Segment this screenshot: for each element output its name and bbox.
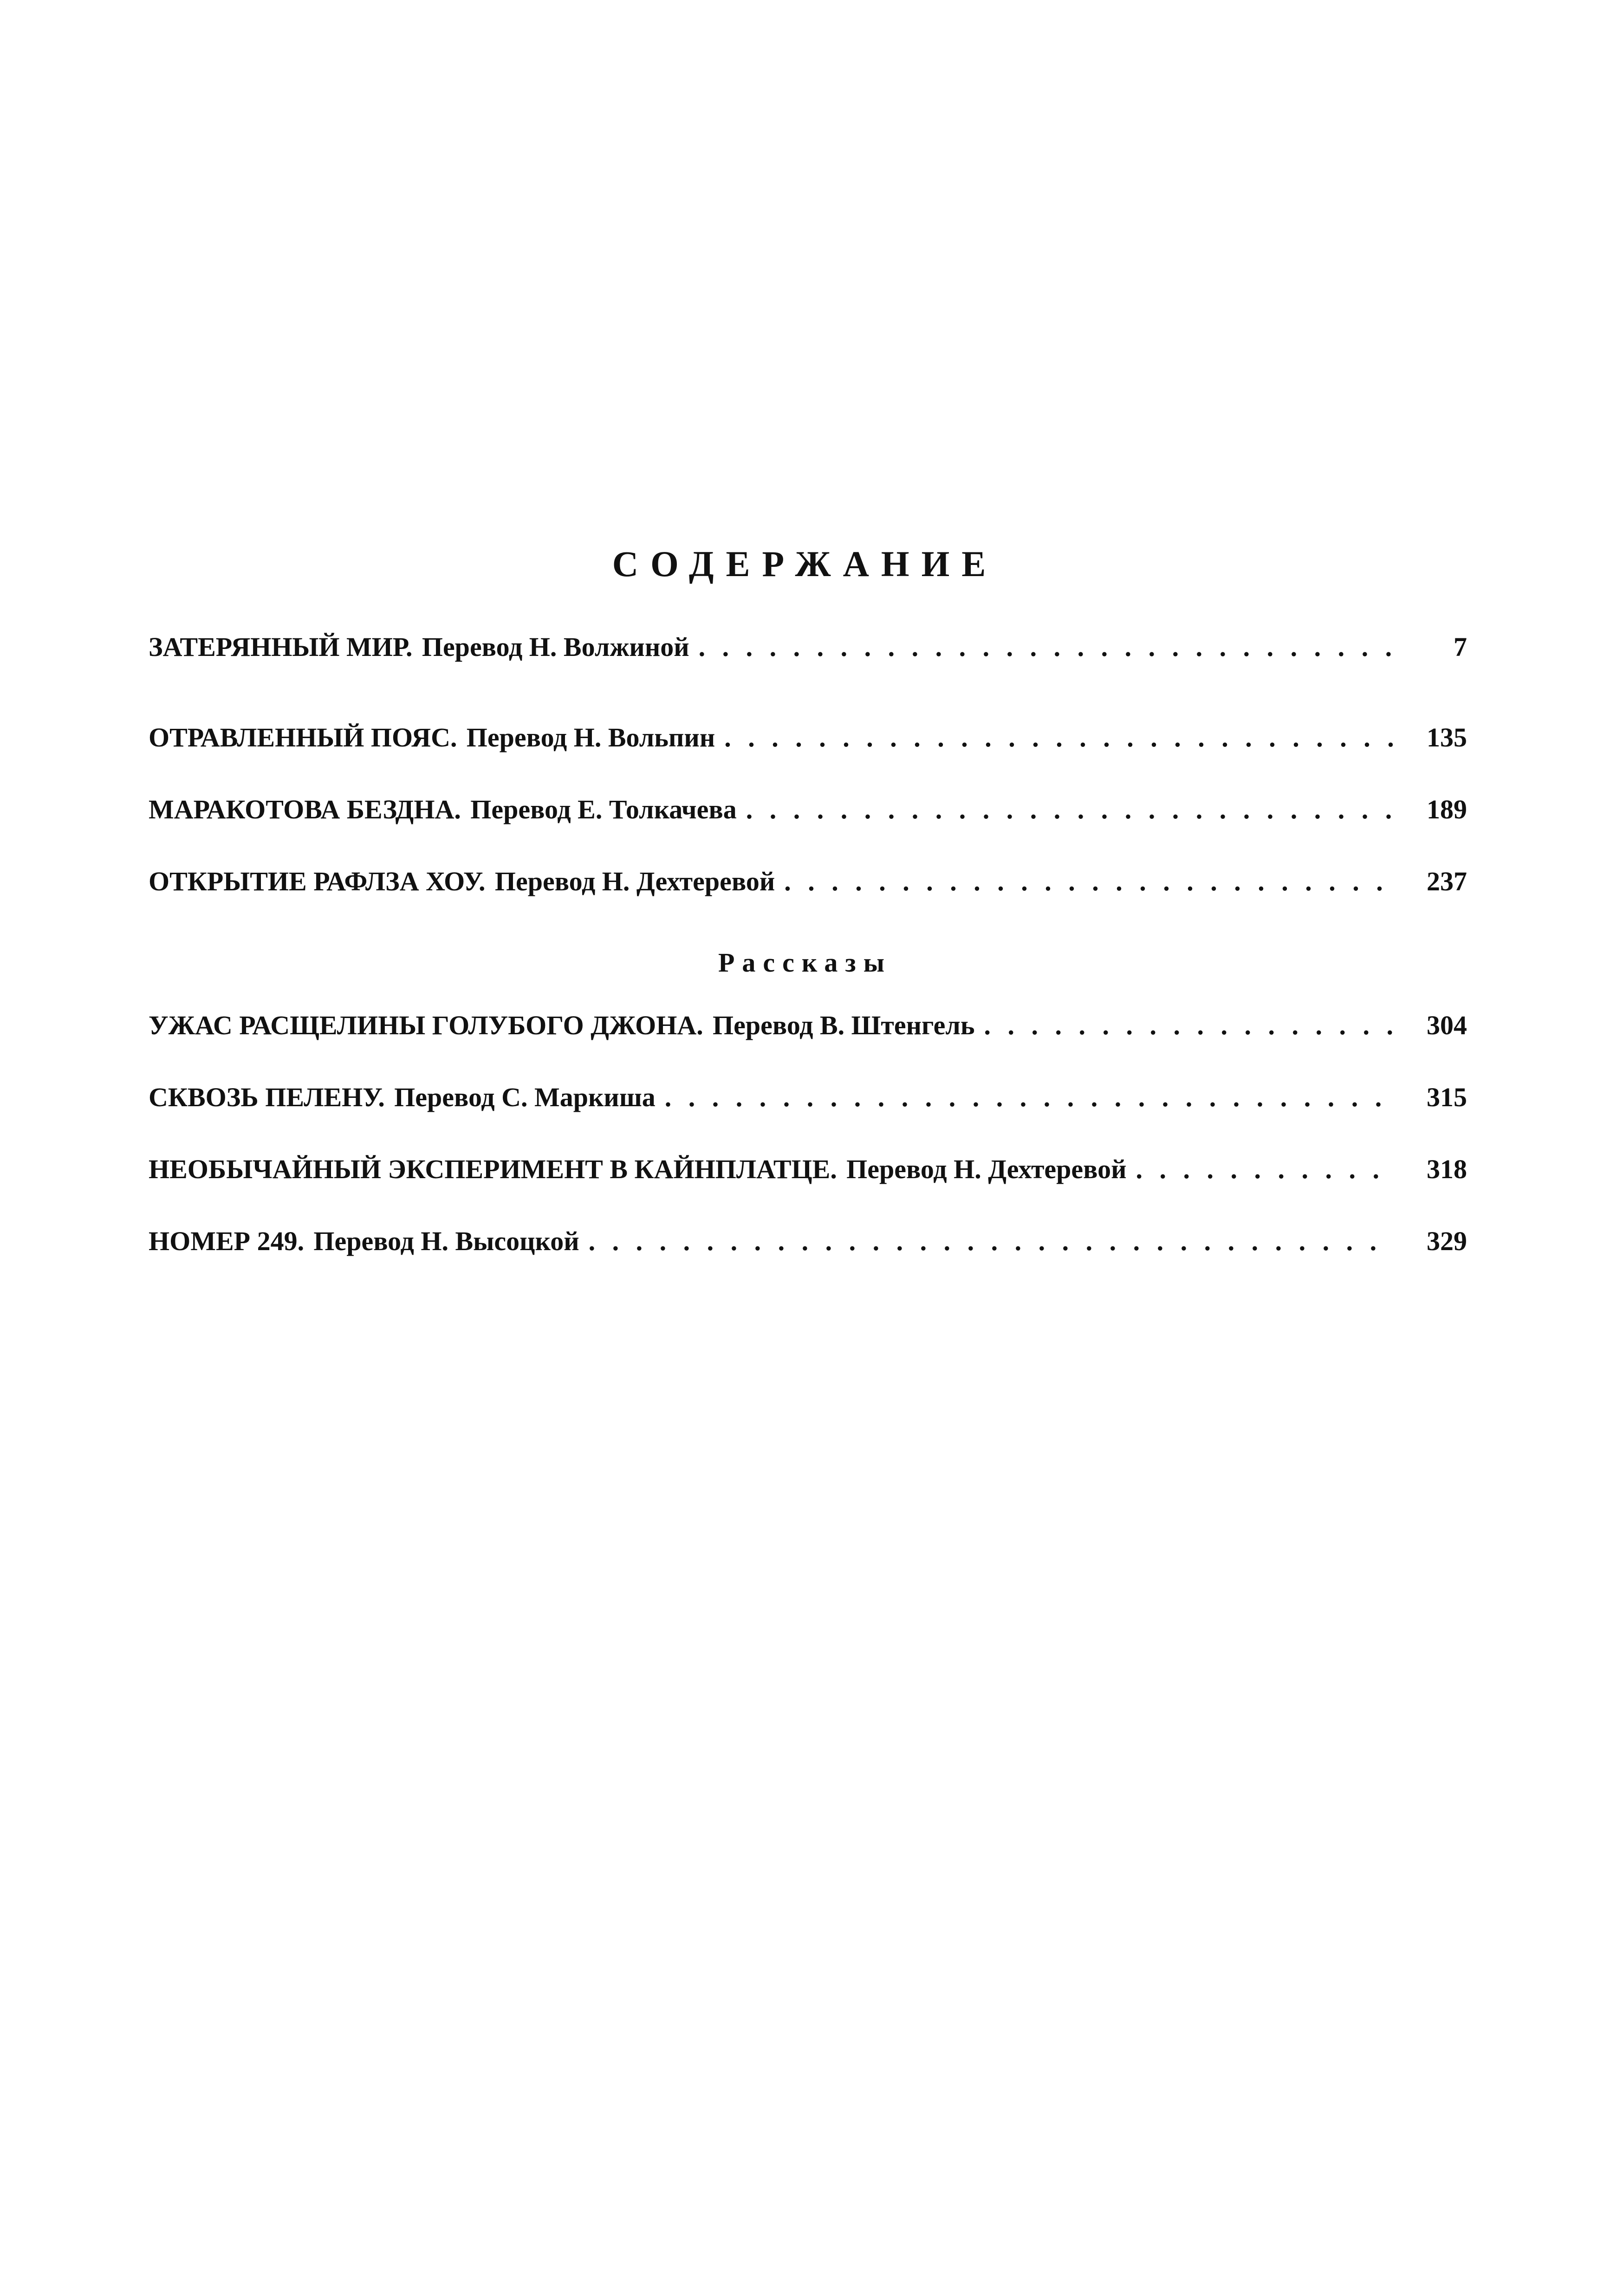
- dot-leader: [784, 866, 1393, 897]
- entry-translator: Перевод Н. Вольпин: [466, 722, 715, 752]
- dot-leader: [699, 631, 1393, 662]
- entry-title: СКВОЗЬ ПЕЛЕНУ.: [149, 1082, 385, 1112]
- toc-entry: [149, 722, 1467, 759]
- entry-page-number: 318: [1427, 1154, 1467, 1184]
- entry-page-number: 7: [1454, 632, 1467, 662]
- toc-entry: [149, 1082, 1467, 1119]
- toc-entry: [149, 631, 1467, 668]
- toc-entry: [149, 794, 1467, 831]
- dot-leader: [665, 1082, 1393, 1113]
- entry-title: МАРАКОТОВА БЕЗДНА.: [149, 794, 461, 824]
- page-title: СОДЕРЖАНИЕ: [612, 544, 998, 584]
- entry-title: ОТКРЫТИЕ РАФЛЗА ХОУ.: [149, 866, 486, 896]
- entry-translator: Перевод Н. Волжиной: [422, 632, 689, 662]
- section-heading: Рассказы: [718, 947, 892, 978]
- entry-page-number: 135: [1427, 722, 1467, 752]
- toc-entry: [149, 1154, 1467, 1191]
- entry-page-number: 304: [1427, 1010, 1467, 1040]
- entry-title: НОМЕР 249.: [149, 1226, 305, 1256]
- dot-leader: [724, 722, 1393, 753]
- toc-entry: [149, 866, 1467, 903]
- entry-translator: Перевод Н. Дехтеревой: [846, 1154, 1127, 1184]
- toc-entry: [149, 1226, 1467, 1263]
- entry-title: НЕОБЫЧАЙНЫЙ ЭКСПЕРИМЕНТ В КАЙНПЛАТЦЕ.: [149, 1154, 837, 1184]
- entry-translator: Перевод Н. Высоцкой: [313, 1226, 579, 1256]
- dot-leader: [1136, 1154, 1393, 1185]
- entry-title: ЗАТЕРЯННЫЙ МИР.: [149, 632, 413, 662]
- entry-translator: Перевод Н. Дехтеревой: [494, 866, 775, 896]
- dot-leader: [984, 1010, 1393, 1041]
- entry-page-number: 237: [1427, 866, 1467, 896]
- entry-page-number: 189: [1427, 794, 1467, 824]
- dot-leader: [746, 794, 1393, 825]
- entry-page-number: 315: [1427, 1082, 1467, 1112]
- entry-page-number: 329: [1427, 1226, 1467, 1256]
- entry-translator: Перевод В. Штенгель: [713, 1010, 975, 1040]
- toc-entry: [149, 1010, 1467, 1047]
- entry-title: ОТРАВЛЕННЫЙ ПОЯС.: [149, 722, 457, 752]
- entry-translator: Перевод Е. Толкачева: [470, 794, 737, 824]
- entry-translator: Перевод С. Маркиша: [394, 1082, 656, 1112]
- dot-leader: [589, 1226, 1393, 1257]
- entry-title: УЖАС РАСЩЕЛИНЫ ГОЛУБОГО ДЖОНА.: [149, 1010, 703, 1040]
